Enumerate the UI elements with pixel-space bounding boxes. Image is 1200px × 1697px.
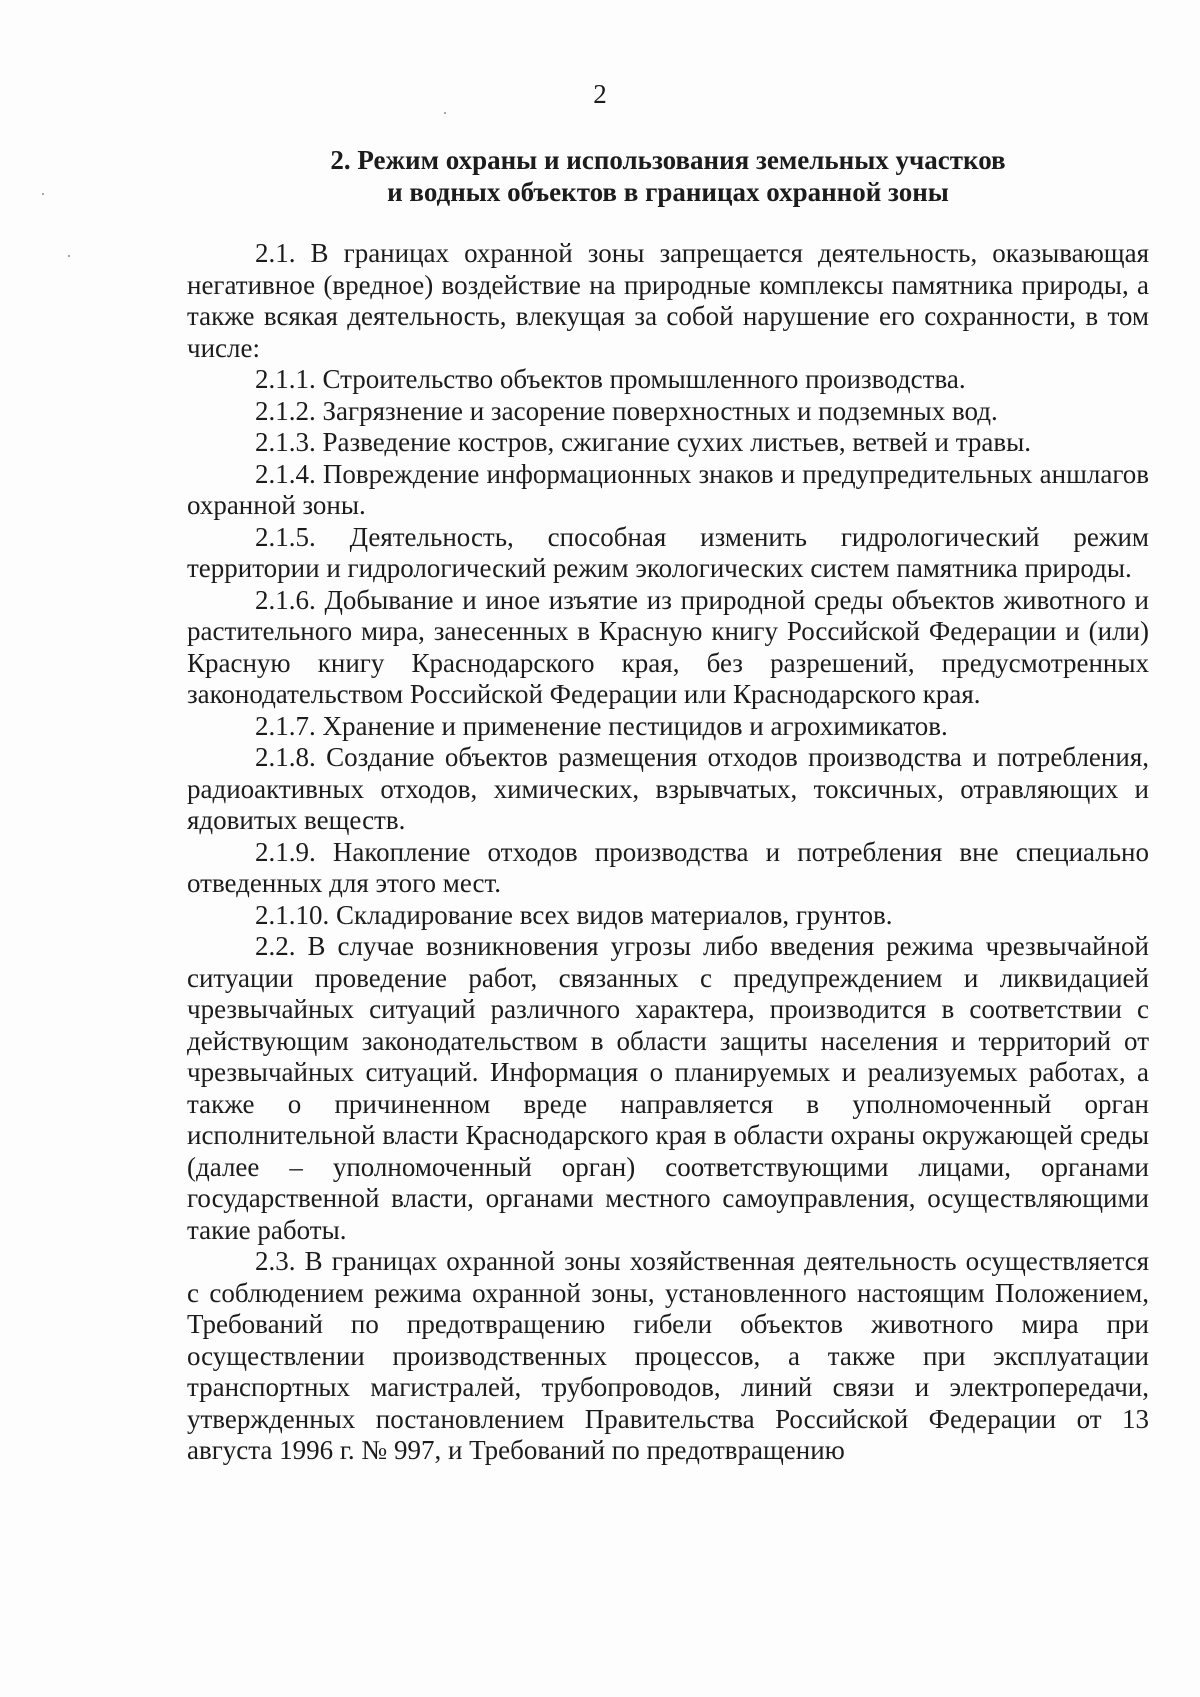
page-number: 2 [593,79,607,109]
section-title-line-2: и водных объектов в границах охранной зоны [387,177,949,207]
paragraph-2-1-2: 2.1.2. Загрязнение и засорение поверхностных и подземных вод. [255,395,998,426]
paragraph-2-3: 2.3. В границах охранной зоны хозяйственная деятельность осуществляется с соблюдением режима охранной зоны, установленного настоящим Положением, Требований по предотвращению гибели объектов животного мира при осуществлении производственных процессов, а также при эксплуатации транспортных магистралей, трубопроводов, линий связи и электропередачи, утвержденных постановлением Правительства Российской Федерации от 13 августа 1996 г. № 997, и Требований по предотвращению [187,1246,1149,1465]
section-title [187,144,1149,208]
paragraph-2-1-6: 2.1.6. Добывание и иное изъятие из природной среды объектов животного и растительного мира, занесенных в Красную книгу Российской Федерации и (или) Красную книгу Краснодарского края, без разрешений, предусмотренных законодательством Российской Федерации или Краснодарского края. [187,584,1149,709]
scan-speck [444,112,446,114]
paragraph-2-1-1: 2.1.1. Строительство объектов промышленного производства. [255,364,966,394]
paragraph-2-2: 2.2. В случае возникновения угрозы либо введения режима чрезвычайной ситуации проведение работ, связанных с предупреждением и ликвидацией чрезвычайных ситуаций различного характера, производится в соответствии с действующим законодательством в области защиты населения и территорий от чрезвычайных ситуаций. Информация о планируемых и реализуемых работах, а также о причиненном вреде направляется в уполномоченный орган исполнительной власти Краснодарского края в области охраны окружающей среды (далее – уполномоченный орган) соответствующими лицами, органами государственной власти, органами местного самоуправления, осуществляющими такие работы. [187,931,1149,1245]
paragraph-2-1-8: 2.1.8. Создание объектов размещения отходов производства и потребления, радиоактивных отходов, химических, взрывчатых, токсичных, отравляющих и ядовитых веществ. [187,742,1149,835]
paragraph-2-1-4: 2.1.4. Повреждение информационных знаков и предупредительных аншлагов охранной зоны. [187,458,1149,520]
scan-speck [68,255,70,257]
paragraph-2-1-7: 2.1.7. Хранение и применение пестицидов и агрохимикатов. [255,710,948,741]
paragraph-2-1-10: 2.1.10. Складирование всех видов материалов, грунтов. [255,899,893,930]
paragraph-2-1: 2.1. В границах охранной зоны запрещается деятельность, оказывающая негативное (вредное) воздействие на природные комплексы памятника природы, а также всякая деятельность, влекущая за собой нарушение его сохранности, в том числе: [187,238,1149,363]
paragraph-2-1-3: 2.1.3. Разведение костров, сжигание сухих листьев, ветвей и травы. [255,427,1031,457]
paragraph-2-1-5: 2.1.5. Деятельность, способная изменить гидрологический режим территории и гидрологический режим экологических систем памятника природы. [187,521,1149,583]
scan-speck [42,193,44,195]
paragraph-2-1-9: 2.1.9. Накопление отходов производства и потребления вне специально отведенных для этого мест. [187,836,1149,898]
document-body [187,238,1149,1467]
section-title-line-1: 2. Режим охраны и использования земельных участков [330,145,1006,175]
